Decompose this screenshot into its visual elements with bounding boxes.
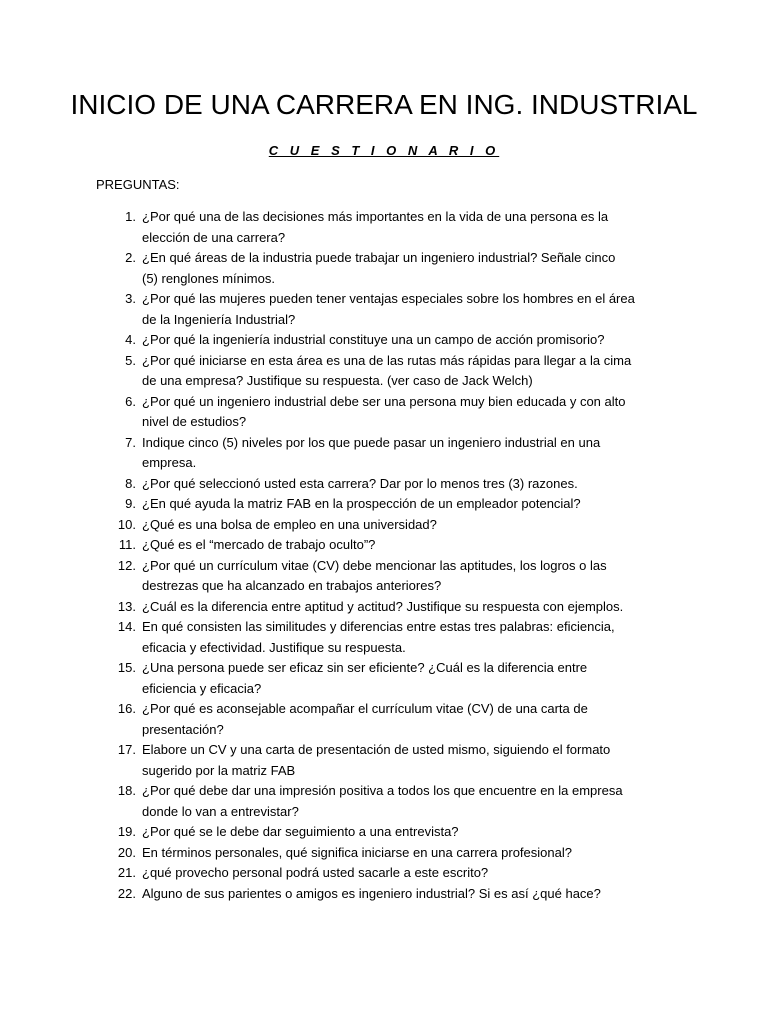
question-item [96,822,676,843]
question-text-line: ¿En qué ayuda la matriz FAB en la prospección de un empleador potencial? [142,496,581,511]
question-text-line: de la Ingeniería Industrial? [142,311,296,327]
question-text-line: de una empresa? Justifique su respuesta. (ver caso de Jack Welch) [142,373,533,388]
question-number: 17. [117,742,136,757]
question-number: 6. [125,393,136,409]
question-text-line: ¿En qué áreas de la industria puede trabajar un ingeniero industrial? Señale cinco [142,250,616,265]
question-text-line: ¿Por qué las mujeres pueden tener ventajas especiales sobre los hombres en el área [142,291,635,306]
question-number: 2. [125,250,136,265]
question-number: 20. [117,844,136,860]
question-item [96,863,676,884]
question-item [96,843,676,864]
question-text-line: ¿Por qué la ingeniería industrial constituye una un campo de acción promisorio? [142,332,605,347]
question-number: 3. [125,291,136,306]
question-item [96,597,676,618]
question-text-line: ¿Cuál es la diferencia entre aptitud y actitud? Justifique su respuesta con ejemplos. [142,598,624,614]
question-item [96,781,676,822]
question-text-line: ¿Por qué seleccionó usted esta carrera? Dar por lo menos tres (3) razones. [142,475,578,491]
question-number: 1. [125,209,136,224]
question-item [96,515,676,536]
question-item [96,207,676,248]
question-item [96,740,676,781]
question-item [96,474,676,495]
question-number: 19. [117,824,136,839]
question-text-line: ¿Por qué iniciarse en esta área es una de las rutas más rápidas para llegar a la cima [142,352,632,368]
question-item [96,248,676,289]
question-text-line: ¿Por qué un ingeniero industrial debe ser una persona muy bien educada y con alto [142,393,626,409]
question-text-line: nivel de estudios? [142,414,247,429]
question-text-line: ¿qué provecho personal podrá usted sacarle a este escrito? [142,865,489,880]
question-text-line: ¿Qué es una bolsa de empleo en una universidad? [142,516,437,532]
question-text-line: ¿Una persona puede ser eficaz sin ser eficiente? ¿Cuál es la diferencia entre [142,660,588,675]
question-text-line: Alguno de sus parientes o amigos es ingeniero industrial? Si es así ¿qué hace? [142,885,601,901]
question-text-line: donde lo van a entrevistar? [142,803,299,819]
document-subtitle: C U E S T I O N A R I O [268,143,500,158]
question-number: 4. [125,332,136,347]
question-item [96,884,676,905]
question-number: 22. [117,885,136,901]
question-text-line: (5) renglones mínimos. [142,270,275,286]
question-number: 21. [117,865,136,880]
question-number: 5. [125,352,136,368]
question-text-line: sugerido por la matriz FAB [142,762,296,778]
question-text-line: destrezas que ha alcanzado en trabajos anteriores? [142,578,442,593]
question-item [96,289,676,330]
question-item [96,494,676,515]
section-label: PREGUNTAS: [96,177,180,192]
question-text-line: eficiencia y eficacia? [142,680,262,696]
question-number: 13. [117,598,136,614]
question-item [96,658,676,699]
question-text-line: Indique cinco (5) niveles por los que puede pasar un ingeniero industrial en una [142,434,601,450]
question-text-line: ¿Por qué una de las decisiones más importantes en la vida de una persona es la [142,209,609,224]
question-item [96,351,676,392]
question-text-line: ¿Por qué debe dar una impresión positiva a todos los que encuentre en la empresa [142,783,623,798]
question-item [96,392,676,433]
question-item [96,556,676,597]
question-item [96,433,676,474]
question-text-line: elección de una carrera? [142,229,286,245]
question-text-line: ¿Qué es el “mercado de trabajo oculto”? [142,537,376,552]
question-number: 11. [118,537,136,552]
question-text-line: empresa. [142,455,197,470]
question-number: 12. [117,557,136,573]
question-number: 8. [125,475,136,491]
question-text-line: En términos personales, qué significa iniciarse en una carrera profesional? [142,844,572,860]
questions-list [96,207,676,904]
question-text-line: ¿Por qué es aconsejable acompañar el currículum vitae (CV) de una carta de [142,701,588,716]
question-text-line: Elabore un CV y una carta de presentación de usted mismo, siguiendo el formato [142,742,611,757]
question-number: 16. [117,701,136,716]
question-number: 15. [117,660,136,675]
question-text-line: ¿Por qué se le debe dar seguimiento a una entrevista? [142,824,459,839]
question-number: 10. [117,516,136,532]
question-text-line: En qué consisten las similitudes y diferencias entre estas tres palabras: eficiencia, [142,619,615,634]
question-number: 18. [117,783,136,798]
question-text-line: eficacia y efectividad. Justifique su respuesta. [142,639,406,655]
question-item [96,535,676,556]
question-number: 7. [125,434,136,450]
question-item [96,617,676,658]
question-number: 9. [125,496,136,511]
question-item [96,330,676,351]
question-item [96,699,676,740]
document-title: INICIO DE UNA CARRERA EN ING. INDUSTRIAL [70,89,698,120]
question-number: 14. [117,619,136,634]
question-text-line: ¿Por qué un currículum vitae (CV) debe mencionar las aptitudes, los logros o las [142,557,607,573]
question-text-line: presentación? [142,721,224,737]
